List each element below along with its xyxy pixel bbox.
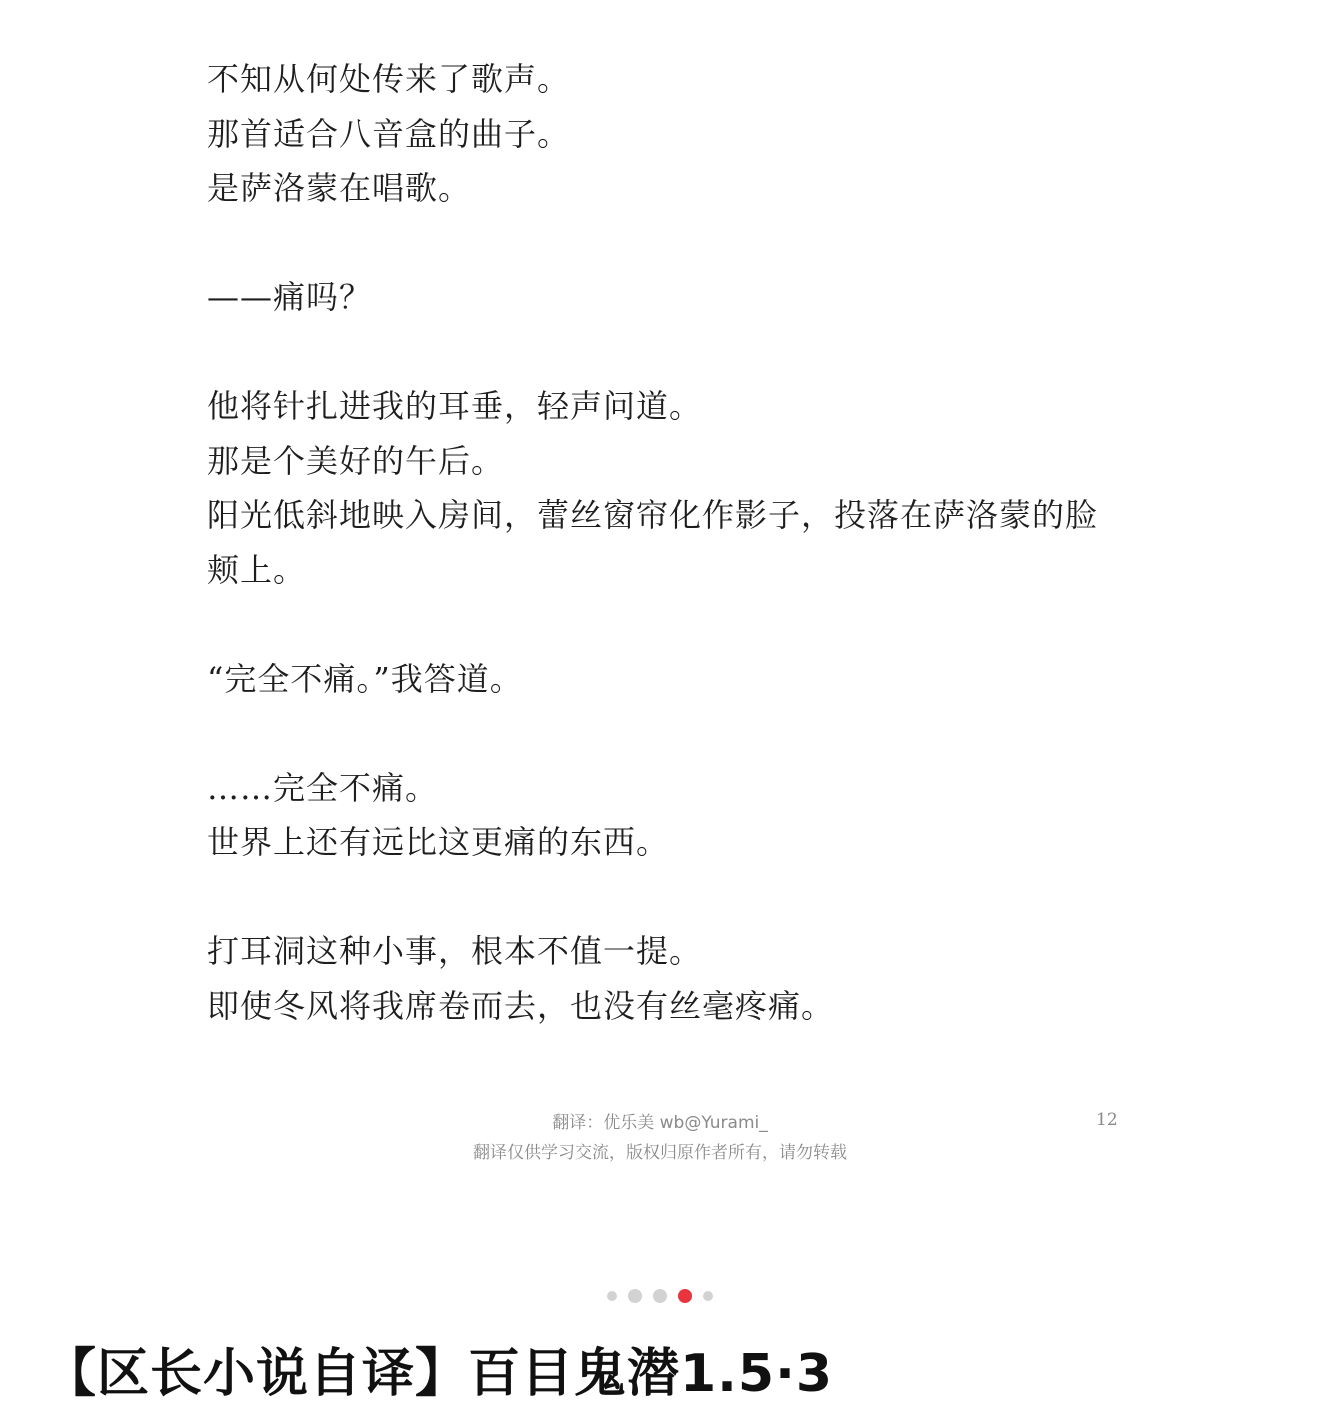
copyright-notice: 翻译仅供学习交流，版权归原作者所有，请勿转载 <box>473 1143 847 1163</box>
novel-line: 阳光低斜地映入房间，蕾丝窗帘化作影子，投落在萨洛蒙的脸 <box>207 496 1099 534</box>
novel-line <box>207 216 1137 271</box>
carousel-dot-active[interactable] <box>678 1289 692 1303</box>
carousel-dot[interactable] <box>607 1291 617 1301</box>
novel-line: 他将针扎进我的耳垂，轻声问道。 <box>207 387 703 425</box>
novel-line <box>207 706 1137 761</box>
carousel-indicator <box>0 1286 1320 1306</box>
novel-line: ——痛吗？ <box>207 278 373 316</box>
novel-line: 是萨洛蒙在唱歌。 <box>207 169 472 207</box>
translation-credit <box>0 1108 1320 1168</box>
translator-credit: 翻译：优乐美 wb@Yurami_ <box>552 1113 768 1133</box>
novel-line: 不知从何处传来了歌声。 <box>207 60 571 98</box>
novel-line: 世界上还有远比这更痛的东西。 <box>207 823 670 861</box>
novel-line: 颊上。 <box>207 550 307 589</box>
novel-line: 打耳洞这种小事，根本不值一提。 <box>207 932 703 970</box>
page-number: 12 <box>1096 1110 1118 1130</box>
carousel-dot[interactable] <box>703 1291 713 1301</box>
carousel-dot[interactable] <box>628 1289 642 1303</box>
novel-line: “完全不痛。”我答道。 <box>207 659 523 698</box>
novel-line: 即使冬风将我席卷而去，也没有丝毫疼痛。 <box>207 986 835 1025</box>
post-title: 【区长小说自译】百目鬼潜1.5·3 <box>44 1344 834 1404</box>
novel-body-text <box>207 52 1137 1033</box>
novel-line <box>207 597 1137 652</box>
novel-line: 那是个美好的午后。 <box>207 441 505 480</box>
novel-line: 那首适合八音盒的曲子。 <box>207 114 571 153</box>
carousel-dot[interactable] <box>653 1289 667 1303</box>
novel-line: ……完全不痛。 <box>207 768 439 807</box>
novel-line <box>207 870 1137 925</box>
novel-line <box>207 325 1137 380</box>
